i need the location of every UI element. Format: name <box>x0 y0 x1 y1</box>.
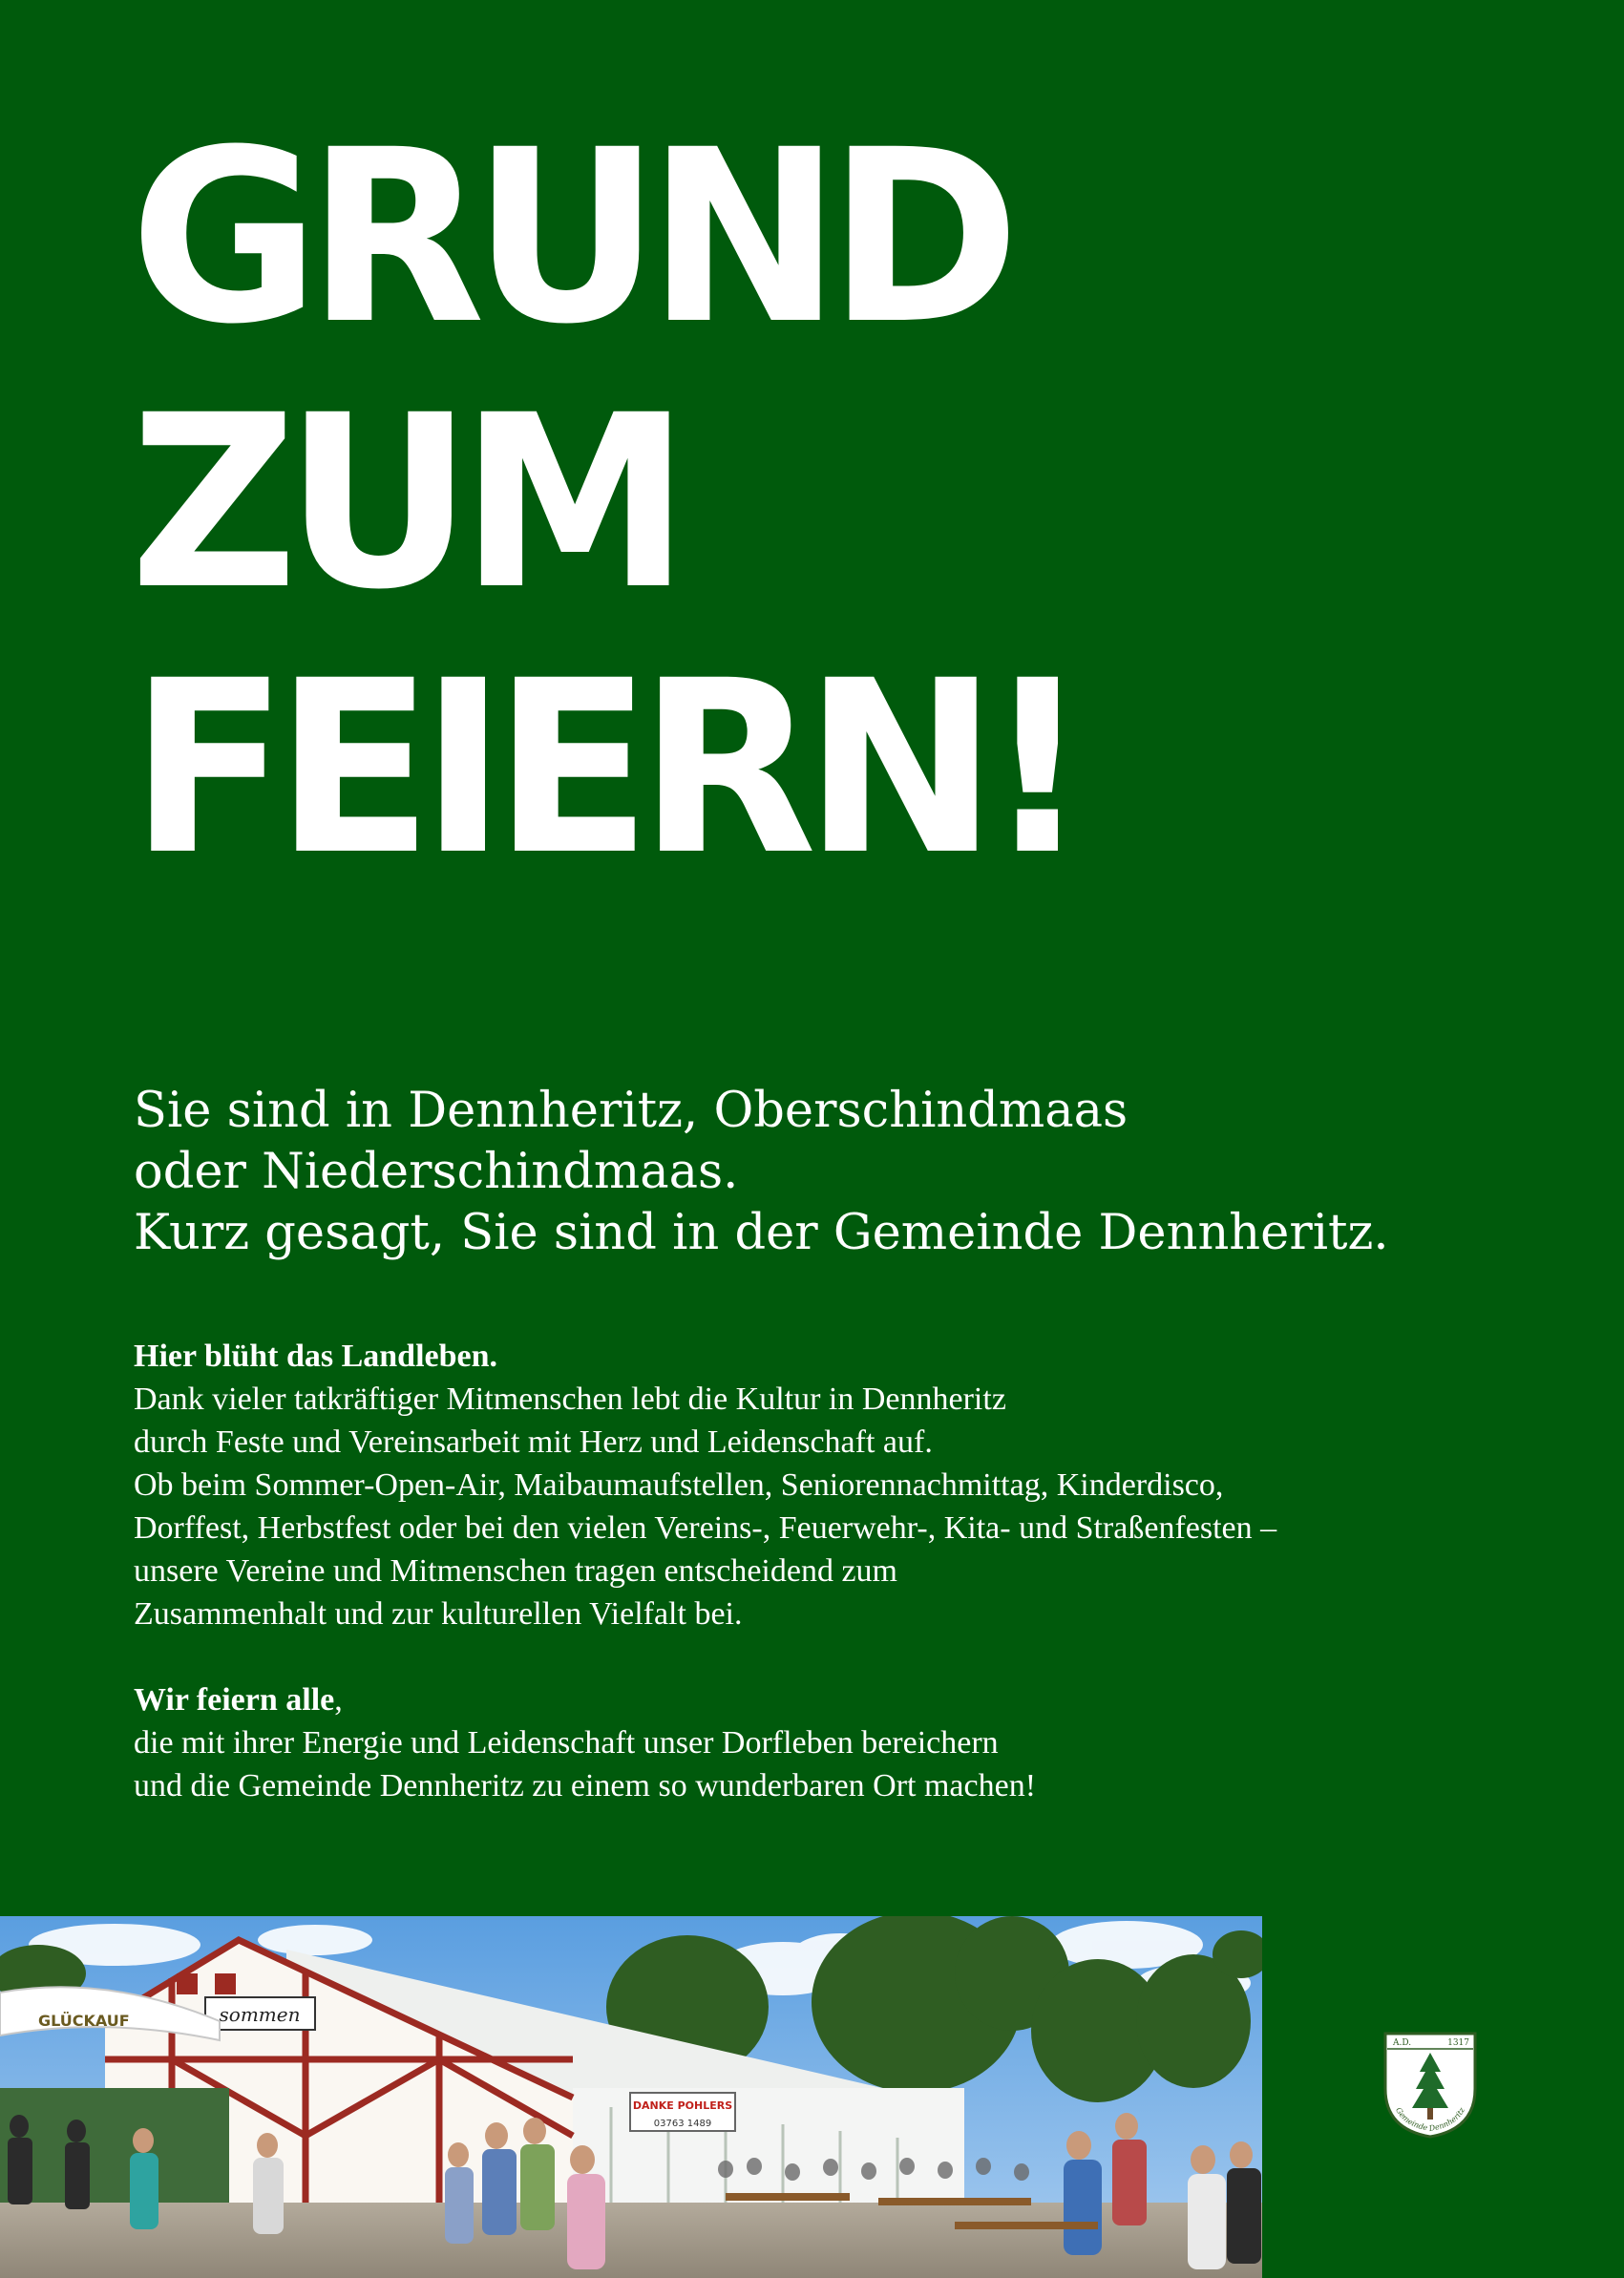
body-line-5: unsere Vereine und Mitmenschen tragen entscheidend zum <box>134 1553 897 1589</box>
gable-window-1 <box>177 1973 198 1994</box>
closing-heading-comma: , <box>334 1682 343 1718</box>
closing-line-1: die mit ihrer Energie und Leidenschaft unser Dorfleben bereichern <box>134 1725 999 1761</box>
body-line-1: Dank vieler tatkräftiger Mitmenschen lebt die Kultur in Dennheritz <box>134 1382 1006 1417</box>
closing-line-2: und die Gemeinde Dennheritz zu einem so wunderbaren Ort machen! <box>134 1768 1037 1803</box>
intro-line-1: Sie sind in Dennheritz, Oberschindmaas <box>134 1083 1128 1139</box>
body-line-4: Dorffest, Herbstfest oder bei den vielen Vereins-, Feuerwehr-, Kita- und Straßenfesten – <box>134 1510 1277 1546</box>
festival-photo-illustration <box>0 1916 1262 2278</box>
headline-line-1: GRUND <box>130 98 1008 376</box>
tent-sign-text: sommen <box>219 2003 301 2026</box>
crest-year-left: A.D. <box>1393 2038 1412 2048</box>
green-fence <box>0 2088 229 2203</box>
body-line-2: durch Feste und Vereinsarbeit mit Herz und Leidenschaft auf. <box>134 1424 933 1460</box>
crest-year-right: 1317 <box>1447 2038 1469 2048</box>
crest-icon <box>1381 2030 1479 2141</box>
body-line-6: Zusammenhalt und zur kulturellen Vielfalt bei. <box>134 1596 743 1632</box>
municipality-crest <box>1381 2030 1479 2141</box>
umbrella-text: GLÜCKAUF <box>38 2012 130 2030</box>
headline-line-2: ZUM <box>130 364 678 642</box>
body-heading: Hier blüht das Landleben. <box>134 1339 498 1374</box>
gable-window-2 <box>215 1973 236 1994</box>
closing-heading <box>134 1678 1566 1721</box>
body-line-3: Ob beim Sommer-Open-Air, Maibaumaufstellen, Seniorennachmittag, Kinderdisco, <box>134 1467 1224 1503</box>
headline <box>130 98 1078 907</box>
festival-photo <box>0 1916 1262 2278</box>
intro-paragraph <box>134 1081 1566 1264</box>
headline-line-3: FEIERN! <box>130 629 1078 907</box>
intro-line-2: oder Niederschindmaas. <box>134 1144 739 1200</box>
intro-line-3: Kurz gesagt, Sie sind in der Gemeinde Dennheritz. <box>134 1205 1389 1261</box>
closing-heading-bold: Wir feiern alle <box>134 1682 335 1718</box>
tent-banner-phone: 03763 1489 <box>653 2119 712 2129</box>
tent-banner-text: DANKE POHLERS <box>632 2099 733 2112</box>
paragraph-gap <box>134 1635 1566 1678</box>
crest-motto-text: Gemeinde Dennheritz <box>1394 2105 1466 2134</box>
body-text <box>134 1335 1566 1807</box>
